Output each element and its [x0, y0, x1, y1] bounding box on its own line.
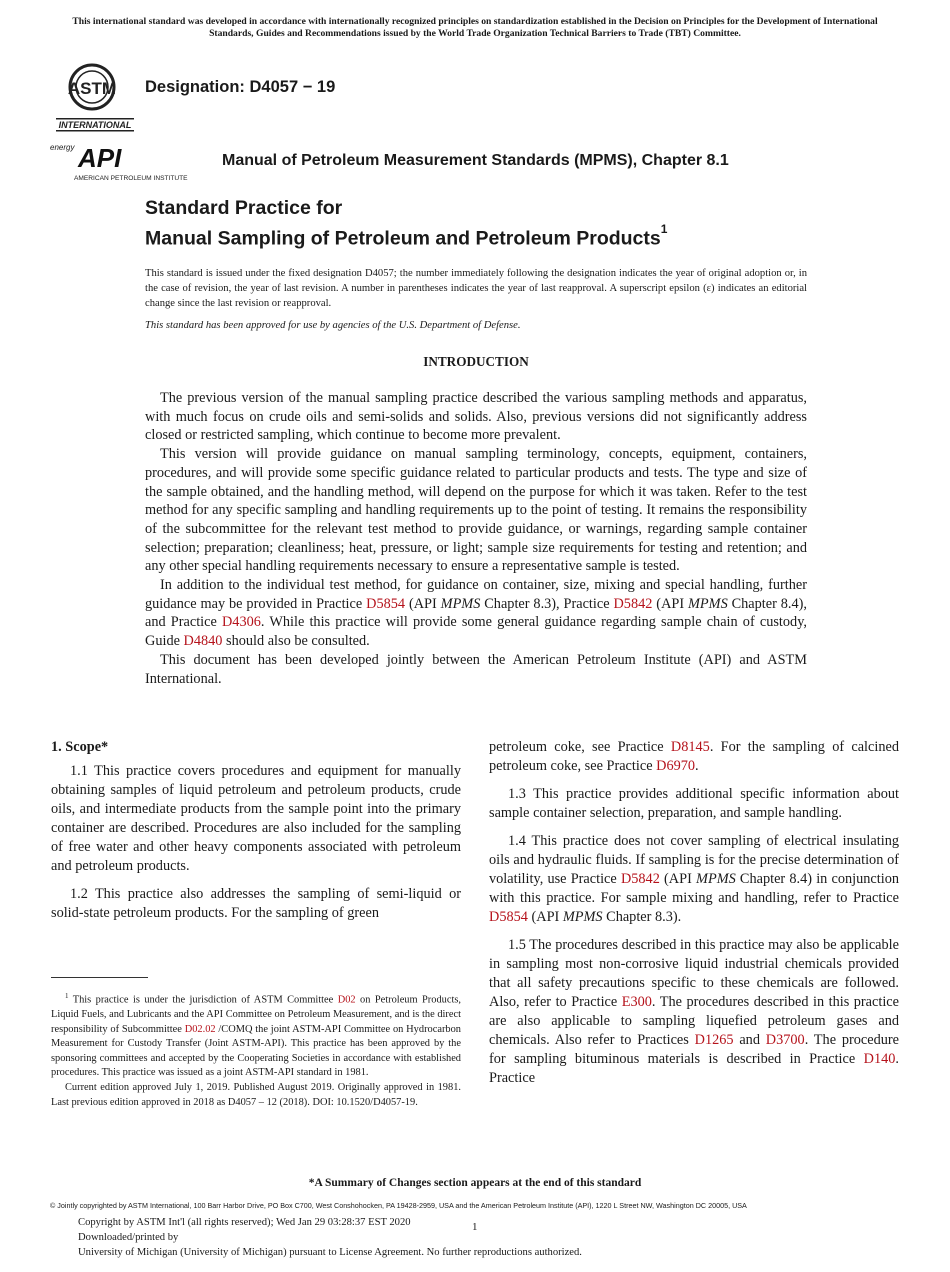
link-d4840[interactable]: D4840: [183, 633, 223, 650]
document-title: [145, 196, 667, 252]
link-d02-02[interactable]: D02.02: [184, 1023, 216, 1035]
section-1-1: 1.1 This practice covers procedures and equipment for manually obtaining samples of liquid petroleum and petroleum products, crude oils, and intermediate products from the sample point into the primary container are described. Procedures are also included for the sampling of free water and other heavy components associated with petroleum and petroleum products.: [51, 763, 461, 874]
footnote-1: $^1$ This practice is under the jurisdiction of ASTM Committee D02 on Petroleum Products, Liquid Fuels, and Lubricants and the API Committee on Petroleum Measurement, and is the direct responsibility of Subcommittee D02.02 /COMQ the joint ASTM-API Committee on Hydrocarbon Measurement for Custody Transfer (Joint ASTM-API). This practice has been approved by the sponsoring committees and accepted by the Cooperating Societies in accordance with established procedures. This practice was issued as a joint ASTM-API standard in 1981.: [51, 992, 461, 1079]
left-column: [51, 738, 461, 932]
footnote-edition: Current edition approved July 1, 2019. Published August 2019. Originally approved in 1981. Last previous edition approved in 2018 as D4057 – 12 (2018). DOI: 10.1520/D4057-19.: [51, 1082, 461, 1108]
link-d5842[interactable]: D5842: [613, 595, 653, 612]
astm-international-logo: [54, 60, 136, 132]
section-1-2: 1.2 This practice also addresses the sampling of semi-liquid or solid-state petroleum products. For the sampling of green: [51, 886, 461, 921]
section-1-5: 1.5 The procedures described in this practice may also be applicable in sampling most non-corrosive liquid industrial chemicals provided that all safety precautions specific to these chemicals are followed. Also, refer to Practice E300. The procedures described in this practice are also applicable to sampling liquefied petroleum gases and chemicals. Also refer to Practices D1265 and D3700. The procedure for sampling bituminous materials is described in Practice D140. Practice: [489, 937, 899, 1086]
summary-of-changes-note: *A Summary of Changes section appears at the end of this standard: [308, 1177, 642, 1189]
designation: Designation: D4057 − 19: [145, 78, 336, 96]
link-d3700[interactable]: D3700: [765, 1032, 805, 1048]
copyright-line: Copyright by ASTM Int'l (all rights reserved); Wed Jan 29 03:28:37 EST 2020: [78, 1217, 411, 1228]
footnote: [51, 989, 461, 1110]
page-number: 1: [472, 1221, 478, 1233]
link-d5842-b[interactable]: D5842: [620, 871, 660, 887]
intro-paragraph-2: This version will provide guidance on manual sampling terminology, concepts, equipment, containers, procedures, and will provide some specific guidance related to particular products and tests. The type and size of the sample obtained, and the handling method, will depend on the purpose for which it was taken. Refer to the test method for any specific sampling and handling requirements up to the point of testing. It remains the responsibility of the subcommittee for the relevant test method to provide guidance, or warnings, regarding sample container selection; preparation; cleanliness; heat, pressure, or light; sample size requirements for testing and retention; and any other special handling requirements necessary to ensure a representative sample is tested.: [145, 446, 807, 575]
intro-paragraph-3: In addition to the individual test method, for guidance on container, size, mixing and special handling, further guidance may be provided in Practice D5854 (API MPMS Chapter 8.3), Practice D5842 (API MPMS Chapter 8.4), and Practice D4306. While this practice will provide some general guidance regarding sample chain of custody, Guide D4840 should also be consulted.: [145, 577, 807, 650]
section-1-2-continued: petroleum coke, see Practice D8145. For the sampling of calcined petroleum coke, see Practice D6970.: [489, 739, 899, 774]
link-d8145[interactable]: D8145: [670, 739, 710, 755]
astm-logo-letters: ASTM: [67, 79, 117, 98]
intro-paragraph-4: This document has been developed jointly between the American Petroleum Institute (API) and ASTM International.: [145, 651, 807, 687]
downloaded-line: Downloaded/printed by: [78, 1232, 179, 1243]
issuance-statement: This standard is issued under the fixed designation D4057; the number immediately following the designation indicates the year of original adoption or, in the case of revision, the year of last revision. A number in parentheses indicates the year of last reapproval. A superscript epsilon (ε) indicates an editorial change since the last revision or reapproval.: [145, 268, 807, 309]
title-footnote-ref[interactable]: 1: [660, 222, 668, 236]
intro-paragraph-1: The previous version of the manual sampling practice described the various sampling methods and apparatus, with much focus on crude oils and semi-solids and solids. Also, previous versions did not significantly address closed or restricted sampling, which continue to become more prevalent.: [145, 390, 807, 444]
section-1-4: 1.4 This practice does not cover sampling of electrical insulating oils and hydraulic fluids. If sampling is for the precise determination of volatility, use Practice D5842 (API MPMS Chapter 8.4) in conjunction with this practice. For sample mixing and handling, refer to Practice D5854 (API MPMS Chapter 8.3).: [489, 833, 900, 925]
dod-approval: This standard has been approved for use by agencies of the U.S. Department of Defense.: [145, 320, 521, 331]
link-d140[interactable]: D140: [863, 1051, 896, 1067]
link-d4306[interactable]: D4306: [221, 614, 261, 631]
api-logo: [50, 140, 215, 184]
joint-copyright: © Jointly copyrighted by ASTM International, 100 Barr Harbor Drive, PO Box C700, West Conshohocken, PA 19428-2959, USA and the American Petroleum Institute (API), 1220 L Street NW, Washington DC 20005, USA: [50, 1201, 747, 1210]
link-d02[interactable]: D02: [337, 994, 356, 1006]
licensee-line: University of Michigan (University of Michigan) pursuant to License Agreement. No further reproductions authorized.: [78, 1247, 582, 1258]
introduction-body: [145, 389, 807, 688]
astm-logo-international: INTERNATIONAL: [58, 120, 132, 130]
link-d5854[interactable]: D5854: [366, 595, 406, 612]
title-line-2: Manual Sampling of Petroleum and Petroleum Products$^1$: [145, 222, 668, 250]
scope-heading: 1. Scope*: [51, 739, 109, 755]
link-d6970[interactable]: D6970: [656, 758, 696, 774]
mpms-chapter: Manual of Petroleum Measurement Standards (MPMS), Chapter 8.1: [222, 152, 729, 169]
title-line-1: Standard Practice for: [145, 197, 343, 219]
api-letters: API: [78, 143, 122, 173]
footnote-divider: [51, 977, 148, 978]
license-info: [78, 1215, 582, 1260]
api-institute-text: AMERICAN PETROLEUM INSTITUTE: [74, 175, 188, 182]
link-d5854-b[interactable]: D5854: [489, 909, 528, 925]
right-column: [489, 738, 899, 1097]
international-standard-notice: This international standard was developed in accordance with internationally recognized principles on standardization established in the Decision on Principles for the Development of International Standards, Guides and Recommendations issued by the World Trade Organization Technical Barriers to Trade (TBT) Committee.: [72, 16, 878, 39]
link-d1265[interactable]: D1265: [694, 1032, 734, 1048]
link-e300[interactable]: E300: [621, 994, 652, 1010]
introduction-heading: INTRODUCTION: [423, 354, 529, 369]
section-1-3: 1.3 This practice provides additional specific information about sample container selection, preparation, and sample handling.: [489, 786, 899, 821]
api-energy-text: energy: [50, 143, 75, 152]
